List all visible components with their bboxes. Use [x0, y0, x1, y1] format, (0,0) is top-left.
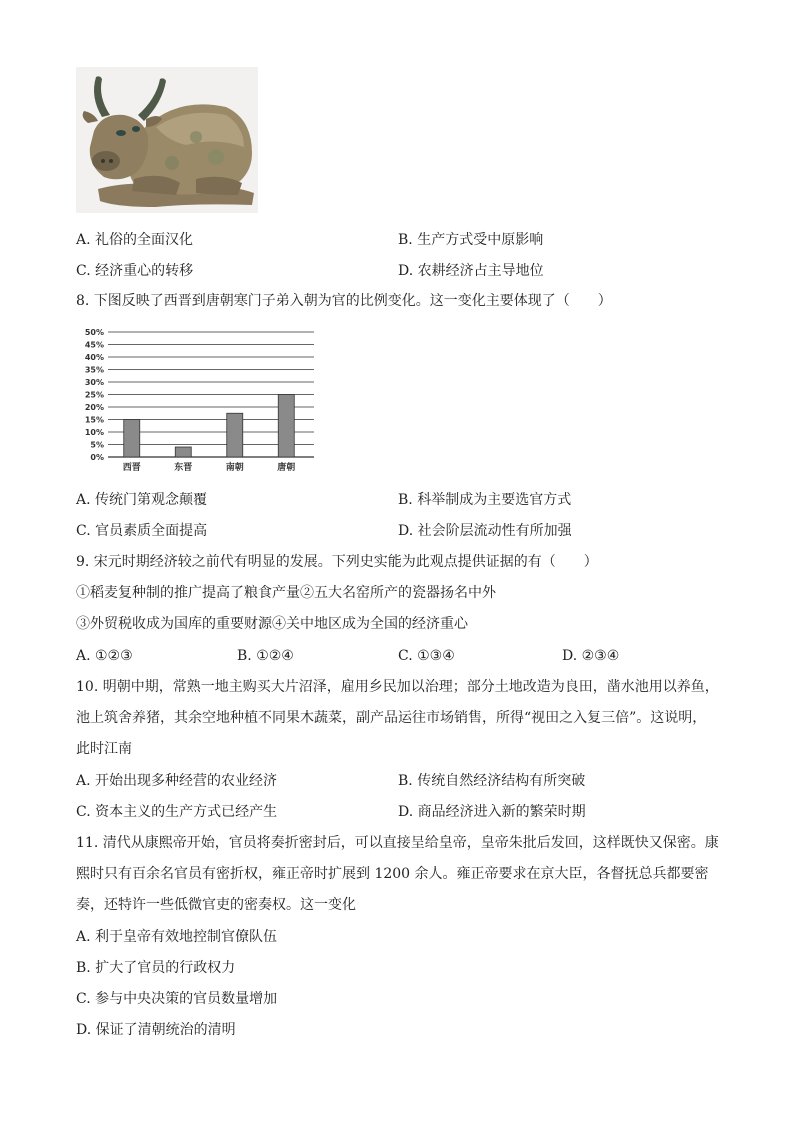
q11-stem-line-1: 11. 清代从康熙帝开始，官员将奏折密封后，可以直接呈给皇帝，皇帝朱批后发回，这样既快又保密。康 [76, 835, 719, 851]
q9-option-b: B. ①②④ [237, 648, 294, 664]
bar-1 [124, 420, 140, 458]
q8-stem: 8. 下图反映了西晋到唐朝寒门子弟入朝为官的比例变化。这一变化主要体现了（ ） [76, 293, 612, 309]
q11-option-c: C. 参与中央决策的官员数量增加 [76, 991, 278, 1007]
y-tick-label: 35% [84, 365, 104, 375]
q8-option-b: B. 科举制成为主要选官方式 [398, 492, 572, 508]
y-tick-label: 40% [84, 353, 104, 362]
q11-option-b: B. 扩大了官员的行政权力 [76, 960, 236, 976]
q9-statements-2: ③外贸税收成为国库的重要财源④关中地区成为全国的经济重心 [76, 616, 468, 632]
y-tick-label: 10% [84, 428, 104, 437]
y-tick-label: 50% [84, 328, 104, 337]
y-tick-label: 5% [90, 440, 104, 450]
q10-option-d: D. 商品经济进入新的繁荣时期 [398, 804, 586, 820]
y-tick-label: 45% [84, 340, 104, 350]
y-tick-label: 15% [84, 415, 104, 425]
q10-option-b: B. 传统自然经济结构有所突破 [398, 773, 586, 789]
q11-option-d: D. 保证了清朝统治的清明 [76, 1022, 236, 1038]
y-tick-label: 0% [90, 453, 104, 462]
y-tick-label: 30% [84, 378, 104, 387]
q11-stem-line-3: 奏，还特许一些低微官吏的密奏权。这一变化 [76, 897, 356, 913]
q7-option-b: B. 生产方式受中原影响 [398, 232, 544, 248]
q8-option-d: D. 社会阶层流动性有所加强 [398, 523, 572, 539]
q9-option-c: C. ①③④ [398, 648, 455, 664]
bar-3 [227, 413, 243, 457]
q9-stem: 9. 宋元时期经济较之前代有明显的发展。下列史实能为此观点提供证据的有（ ） [76, 554, 598, 570]
q11-option-a: A. 利于皇帝有效地控制官僚队伍 [76, 929, 278, 945]
q10-option-a: A. 开始出现多种经营的农业经济 [76, 773, 278, 789]
q10-option-c: C. 资本主义的生产方式已经产生 [76, 804, 278, 820]
q9-option-a: A. ①②③ [76, 648, 133, 664]
q11-stem-line-2: 熙时只有百余名官员有密折权，雍正帝时扩展到 1200 余人。雍正帝要求在京大臣，各督抚总兵都要密 [76, 866, 709, 882]
ox-figurine-image [76, 67, 258, 213]
q9-statements-1: ①稻麦复种制的推广提高了粮食产量②五大名窑所产的瓷器扬名中外 [76, 585, 496, 601]
bar-4 [278, 395, 294, 458]
bar-2 [175, 447, 191, 457]
q10-stem-line-1: 10. 明朝中期，常熟一地主购买大片沼泽，雇用乡民加以治理；部分土地改造为良田，凿水池用以养鱼， [76, 679, 719, 695]
q8-option-c: C. 官员素质全面提高 [76, 523, 208, 539]
officials-ratio-bar-chart [76, 322, 326, 474]
y-tick-label: 25% [84, 390, 104, 400]
q7-option-c: C. 经济重心的转移 [76, 263, 194, 279]
q9-option-d: D. ②③④ [562, 648, 620, 664]
q7-option-d: D. 农耕经济占主导地位 [398, 263, 544, 279]
x-category-label: 西晋 [122, 463, 141, 473]
x-category-label: 东晋 [174, 463, 193, 473]
q10-stem-line-2: 池上筑舍养猪，其余空地种植不同果木蔬菜，副产品运往市场销售，所得“视田之入复三倍”。这说明， [76, 710, 707, 726]
q10-stem-line-3: 此时江南 [76, 741, 132, 757]
y-tick-label: 20% [84, 403, 104, 412]
x-category-label: 南朝 [225, 463, 244, 473]
q8-option-a: A. 传统门第观念颠覆 [76, 492, 208, 508]
q7-option-a: A. 礼俗的全面汉化 [76, 232, 194, 248]
x-category-label: 唐朝 [277, 463, 296, 473]
